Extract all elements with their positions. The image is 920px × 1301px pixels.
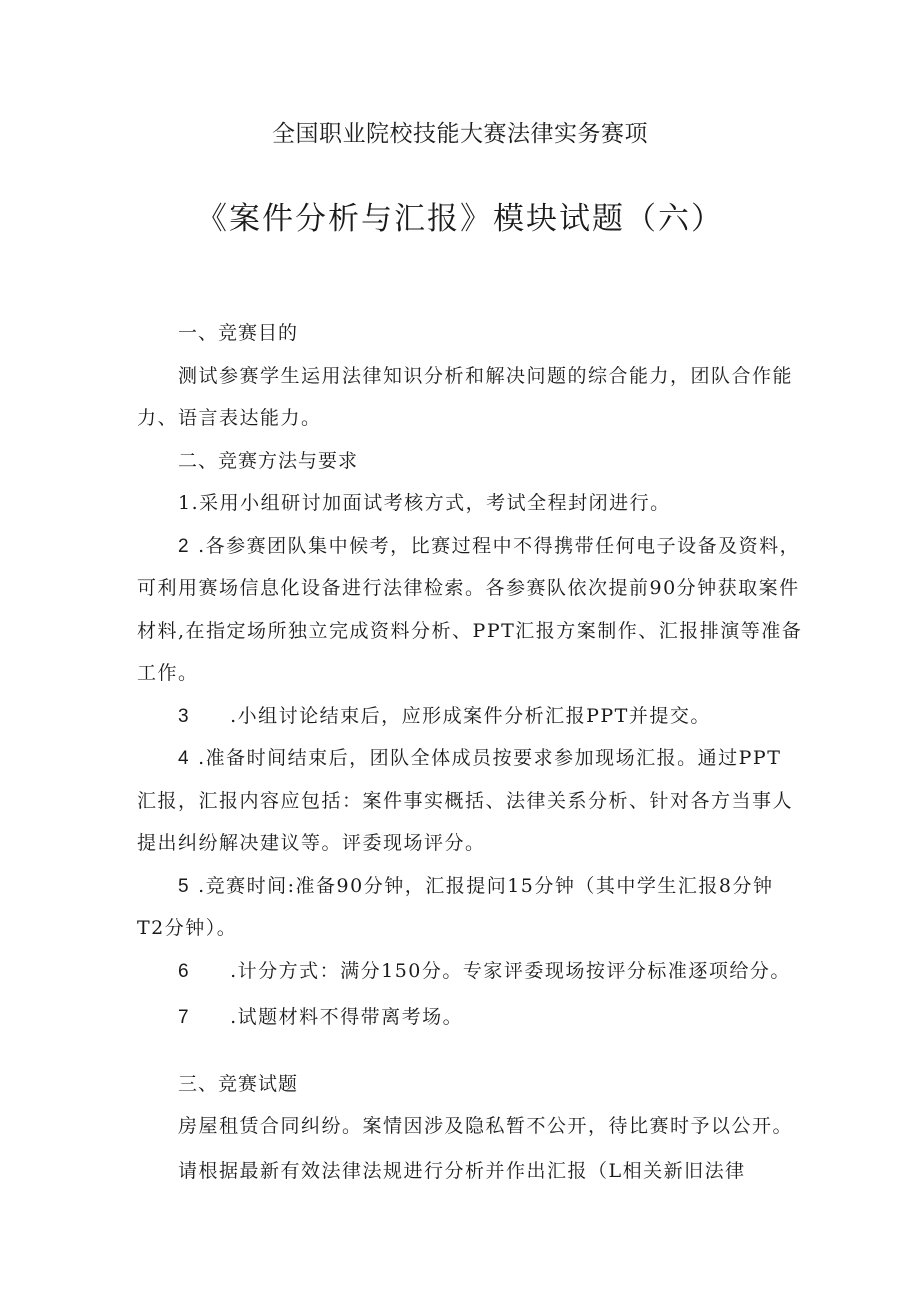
section2-item4-line1 [178,743,781,774]
section2-item2-line1 [178,531,800,562]
item4-number: 4 [178,748,191,769]
section2-item4-line3: 提出纠纷解决建议等。评委现场评分。 [137,832,486,854]
section2-item6 [178,956,791,987]
item6-number: 6 [178,961,191,982]
document-title-line1: 全国职业院校技能大赛法律实务赛项 [272,121,648,147]
section1-paragraph-line1: 测试参赛学生运用法律知识分析和解决问题的综合能力，团队合作能 [178,365,794,387]
item6-text: .计分方式：满分150分。专家评委现场按评分标准逐项给分。 [230,960,791,982]
section1-heading: 一、竞赛目的 [178,322,299,344]
item5-number: 5 [178,876,191,897]
section2-item2-line2: 可利用赛场信息化设备进行法律检索。各参赛队依次提前90分钟获取案件 [137,577,800,599]
item3-number: 3 [178,706,191,727]
item5-text: .竞赛时间:准备90分钟，汇报提问15分钟（其中学生汇报8分钟 [198,875,774,897]
document-title-line2: 《案件分析与汇报》模块试题（六） [196,201,724,237]
item7-number: 7 [178,1007,191,1028]
section2-item7 [178,1002,463,1033]
section2-heading: 二、竞赛方法与要求 [178,450,359,472]
section2-item2-line3: 材料,在指定场所独立完成资料分析、PPT汇报方案制作、汇报排演等准备 [137,620,803,642]
item2-number: 2 [178,536,191,557]
item7-text: .试题材料不得带离考场。 [230,1006,464,1028]
item2-text: .各参赛团队集中候考，比赛过程中不得携带任何电子设备及资料， [198,535,801,557]
item4-text: .准备时间结束后，团队全体成员按要求参加现场汇报。通过PPT [198,747,782,769]
item3-text: .小组讨论结束后，应形成案件分析汇报PPT并提交。 [230,705,711,727]
section3-paragraph1: 房屋租赁合同纠纷。案情因涉及隐私暂不公开，待比赛时予以公开。 [178,1115,794,1137]
section2-item2-line4: 工作。 [137,662,199,684]
section3-paragraph2: 请根据最新有效法律法规进行分析并作出汇报（L相关新旧法律 [178,1160,746,1182]
section3-heading: 三、竞赛试题 [178,1073,299,1095]
section2-item1: 1.采用小组研讨加面试考核方式，考试全程封闭进行。 [178,492,671,514]
section2-item5-line1 [178,871,773,902]
section2-item5-line2: T2分钟）。 [137,917,238,939]
section2-item4-line2: 汇报，汇报内容应包括：案件事实概括、法律关系分析、针对各方当事人 [137,790,794,812]
section1-paragraph-line2: 力、语言表达能力。 [137,407,322,429]
section2-item3 [178,701,711,732]
